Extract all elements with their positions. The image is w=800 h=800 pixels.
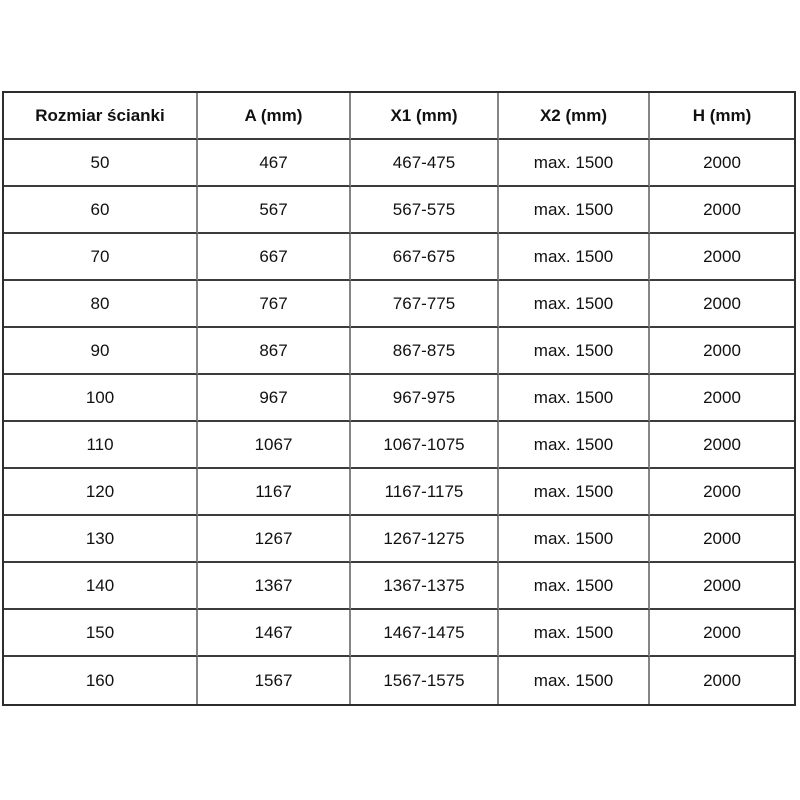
header-row bbox=[4, 93, 794, 140]
table-cell: max. 1500 bbox=[499, 610, 650, 657]
table-body bbox=[4, 140, 794, 704]
table-cell: 2000 bbox=[650, 187, 794, 234]
table-cell: 120 bbox=[4, 469, 198, 516]
table-row bbox=[4, 657, 794, 704]
table-cell: 70 bbox=[4, 234, 198, 281]
table-cell: 50 bbox=[4, 140, 198, 187]
table-cell: max. 1500 bbox=[499, 422, 650, 469]
table-cell: 467-475 bbox=[351, 140, 499, 187]
table-cell: 2000 bbox=[650, 657, 794, 704]
table-cell: max. 1500 bbox=[499, 563, 650, 610]
table-row bbox=[4, 281, 794, 328]
table-cell: 140 bbox=[4, 563, 198, 610]
table-cell: 80 bbox=[4, 281, 198, 328]
table-row bbox=[4, 469, 794, 516]
table-cell: max. 1500 bbox=[499, 516, 650, 563]
table-row bbox=[4, 328, 794, 375]
dimensions-table bbox=[2, 91, 796, 706]
col-header-h-mm: H (mm) bbox=[650, 93, 794, 140]
table-row bbox=[4, 516, 794, 563]
table-cell: 2000 bbox=[650, 469, 794, 516]
table-row bbox=[4, 187, 794, 234]
table-row bbox=[4, 234, 794, 281]
table-cell: max. 1500 bbox=[499, 187, 650, 234]
table-cell: max. 1500 bbox=[499, 281, 650, 328]
table-cell: 1267 bbox=[198, 516, 351, 563]
table-cell: 2000 bbox=[650, 328, 794, 375]
table-cell: 110 bbox=[4, 422, 198, 469]
table-cell: 1267-1275 bbox=[351, 516, 499, 563]
table-cell: 867-875 bbox=[351, 328, 499, 375]
table-cell: max. 1500 bbox=[499, 375, 650, 422]
table-cell: 767 bbox=[198, 281, 351, 328]
table-cell: max. 1500 bbox=[499, 234, 650, 281]
col-header-rozmiar-scianki: Rozmiar ścianki bbox=[4, 93, 198, 140]
table-row bbox=[4, 422, 794, 469]
table-cell: max. 1500 bbox=[499, 140, 650, 187]
table-cell: 130 bbox=[4, 516, 198, 563]
table-cell: 1167 bbox=[198, 469, 351, 516]
col-header-a-mm: A (mm) bbox=[198, 93, 351, 140]
table-cell: 2000 bbox=[650, 281, 794, 328]
table-cell: 667 bbox=[198, 234, 351, 281]
table-row bbox=[4, 140, 794, 187]
col-header-x1-mm: X1 (mm) bbox=[351, 93, 499, 140]
table-cell: 160 bbox=[4, 657, 198, 704]
table-cell: 1367 bbox=[198, 563, 351, 610]
table-cell: 1367-1375 bbox=[351, 563, 499, 610]
col-header-x2-mm: X2 (mm) bbox=[499, 93, 650, 140]
table-cell: 867 bbox=[198, 328, 351, 375]
table-cell: 1067-1075 bbox=[351, 422, 499, 469]
table-cell: 2000 bbox=[650, 140, 794, 187]
table-cell: max. 1500 bbox=[499, 469, 650, 516]
table-cell: 1467 bbox=[198, 610, 351, 657]
table-cell: 2000 bbox=[650, 234, 794, 281]
table-cell: 767-775 bbox=[351, 281, 499, 328]
table-cell: 2000 bbox=[650, 375, 794, 422]
table-cell: 2000 bbox=[650, 422, 794, 469]
table-cell: 1567 bbox=[198, 657, 351, 704]
table-cell: 567-575 bbox=[351, 187, 499, 234]
table-cell: 567 bbox=[198, 187, 351, 234]
table-cell: 60 bbox=[4, 187, 198, 234]
table-cell: 1567-1575 bbox=[351, 657, 499, 704]
table-cell: 1067 bbox=[198, 422, 351, 469]
table-cell: 2000 bbox=[650, 563, 794, 610]
table-cell: 1467-1475 bbox=[351, 610, 499, 657]
table-cell: 1167-1175 bbox=[351, 469, 499, 516]
table-cell: 150 bbox=[4, 610, 198, 657]
table-cell: max. 1500 bbox=[499, 657, 650, 704]
table-cell: 90 bbox=[4, 328, 198, 375]
table-cell: 467 bbox=[198, 140, 351, 187]
table-cell: 967 bbox=[198, 375, 351, 422]
table-row bbox=[4, 563, 794, 610]
table-cell: 667-675 bbox=[351, 234, 499, 281]
table-cell: 967-975 bbox=[351, 375, 499, 422]
table-cell: max. 1500 bbox=[499, 328, 650, 375]
table-cell: 100 bbox=[4, 375, 198, 422]
table-row bbox=[4, 375, 794, 422]
table-cell: 2000 bbox=[650, 516, 794, 563]
table-cell: 2000 bbox=[650, 610, 794, 657]
table-row bbox=[4, 610, 794, 657]
